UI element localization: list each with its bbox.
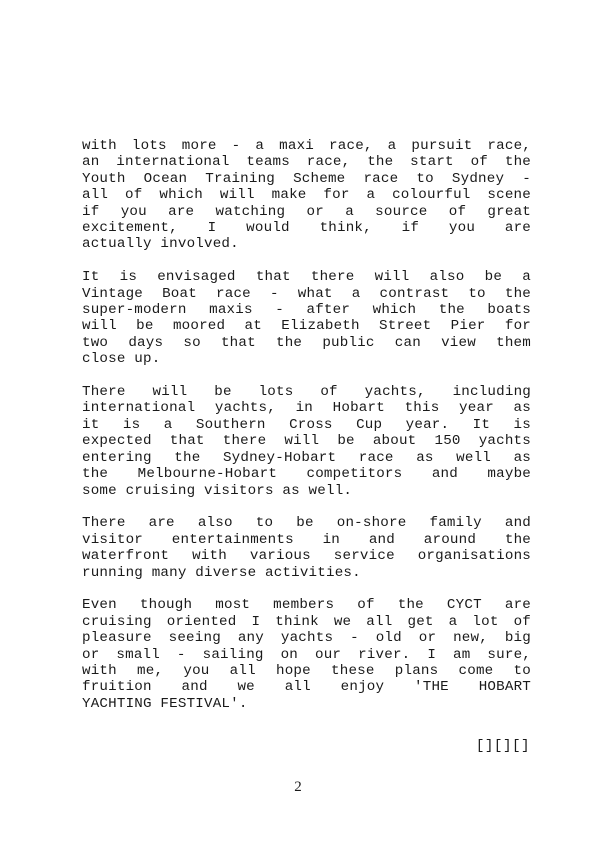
text-line: all of which will make for a colourful scene xyxy=(82,187,531,204)
body-text xyxy=(82,138,531,729)
text-line: Youth Ocean Training Scheme race to Sydney - xyxy=(82,170,531,187)
text-line: pleasure seeing any yachts - old or new, big xyxy=(82,630,531,647)
text-line: some cruising visitors as well. xyxy=(82,482,353,499)
text-line: two days so that the public can view them xyxy=(82,334,531,351)
text-line: with lots more - a maxi race, a pursuit race, xyxy=(82,138,531,154)
text-line: It is envisaged that there will also be a xyxy=(82,269,531,286)
paragraph-1 xyxy=(82,138,531,253)
text-line: actually involved. xyxy=(82,236,239,253)
text-line: if you are watching or a source of great xyxy=(82,203,531,220)
text-line: Vintage Boat race - what a contrast to the xyxy=(82,285,531,302)
text-line: super-modern maxis - after which the boats xyxy=(82,302,531,319)
text-line: fruition and we all enjoy 'THE HOBART xyxy=(82,679,531,696)
paragraph-5 xyxy=(82,597,531,712)
text-line: will be moored at Elizabeth Street Pier for xyxy=(82,318,531,335)
text-line: running many diverse activities. xyxy=(82,564,361,581)
text-line: cruising oriented I think we all get a lot of xyxy=(82,613,531,630)
text-line: visitor entertainments in and around the xyxy=(82,531,531,548)
text-line: or small - sailing on our river. I am sure, xyxy=(82,646,531,663)
text-line: YACHTING FESTIVAL'. xyxy=(82,695,248,712)
text-line: expected that there will be about 150 yachts xyxy=(82,433,531,450)
end-of-article-mark: [][][] xyxy=(475,738,530,754)
text-line: entering the Sydney-Hobart race as well as xyxy=(82,449,531,466)
text-line: international yachts, in Hobart this year as xyxy=(82,400,531,417)
text-line: close up. xyxy=(82,351,161,368)
text-line: There will be lots of yachts, including xyxy=(82,384,531,401)
text-line: an international teams race, the start of the xyxy=(82,154,531,171)
text-line: it is a Southern Cross Cup year. It is xyxy=(82,416,531,433)
text-line: excitement, I would think, if you are xyxy=(82,220,531,237)
text-line: There are also to be on-shore family and xyxy=(82,515,531,532)
text-line: with me, you all hope these plans come to xyxy=(82,662,531,679)
paragraph-2 xyxy=(82,269,531,367)
text-line: Even though most members of the CYCT are xyxy=(82,597,531,614)
paragraph-3 xyxy=(82,384,531,499)
text-line: the Melbourne-Hobart competitors and maybe xyxy=(82,466,531,483)
page-number: 2 xyxy=(294,779,302,795)
text-line: waterfront with various service organisations xyxy=(82,548,531,565)
paragraph-4 xyxy=(82,515,531,581)
